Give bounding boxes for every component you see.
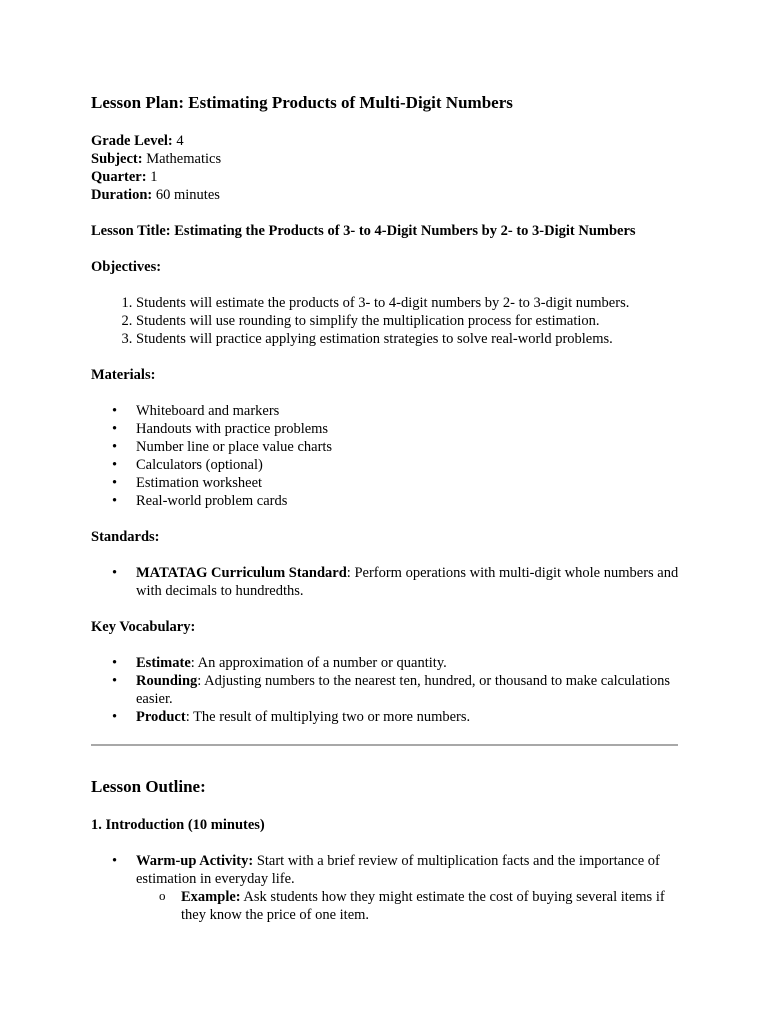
meta-grade-label: Grade Level: <box>91 133 173 149</box>
materials-heading: Materials: <box>91 367 156 383</box>
list-item: • Real-world problem cards <box>136 492 681 510</box>
lesson-title: Lesson Title: Estimating the Products of 3- to 4-Digit Numbers by 2- to 3-Digit Numbers <box>91 223 636 239</box>
introduction-sublist <box>136 888 681 924</box>
list-item: • Handouts with practice problems <box>136 420 681 438</box>
meta-grade-value: 4 <box>172 133 184 149</box>
vocabulary-list <box>91 654 681 726</box>
vocab-term: Estimate <box>136 655 191 671</box>
example-term: Example: <box>181 889 241 905</box>
vocab-definition: : An approximation of a number or quantity. <box>190 655 447 671</box>
introduction-list <box>91 852 681 924</box>
vocab-definition: : Adjusting numbers to the nearest ten, hundred, or thousand to make calculations easier. <box>136 673 671 707</box>
list-item: 3. Students will practice applying estimation strategies to solve real-world problems. <box>136 330 681 348</box>
meta-quarter-label: Quarter: <box>91 169 147 185</box>
warmup-term: Warm-up Activity: <box>136 853 254 869</box>
list-item: • Whiteboard and markers <box>136 402 681 420</box>
page-title: Lesson Plan: Estimating Products of Multi-Digit Numbers <box>91 93 513 112</box>
meta-quarter <box>91 168 681 186</box>
standards-list <box>91 564 681 600</box>
list-item <box>136 708 681 726</box>
standards-heading: Standards: <box>91 529 160 545</box>
list-item: 1. Students will estimate the products of 3- to 4-digit numbers by 2- to 3-digit numbers. <box>136 294 681 312</box>
materials-list <box>91 402 681 510</box>
vocab-term: Rounding <box>136 673 198 689</box>
objectives-heading: Objectives: <box>91 259 162 275</box>
list-item: • Estimation worksheet <box>136 474 681 492</box>
meta-duration <box>91 186 681 204</box>
meta-duration-label: Duration: <box>91 187 153 203</box>
example-text: Ask students how they might estimate the cost of buying several items if they know the price of one item. <box>181 889 665 923</box>
list-item: 2. Students will use rounding to simplify the multiplication process for estimation. <box>136 312 681 330</box>
list-item: • Number line or place value charts <box>136 438 681 456</box>
vocabulary-heading: Key Vocabulary: <box>91 619 196 635</box>
standard-term: MATATAG Curriculum Standard <box>136 565 347 581</box>
section-divider <box>91 744 678 746</box>
warmup-text: Start with a brief review of multiplication facts and the importance of estimation in everyday life. <box>136 853 660 887</box>
meta-subject-value: Mathematics <box>142 151 222 167</box>
list-item <box>136 654 681 672</box>
standard-text: : Perform operations with multi-digit whole numbers and with decimals to hundredths. <box>136 565 679 599</box>
document-content <box>91 92 681 942</box>
meta-duration-value: 60 minutes <box>152 187 220 203</box>
list-item <box>136 564 681 600</box>
list-item <box>136 672 681 708</box>
list-item <box>181 888 681 924</box>
meta-subject-label: Subject: <box>91 151 143 167</box>
vocab-term: Product <box>136 709 186 725</box>
meta-subject <box>91 150 681 168</box>
lesson-meta <box>91 132 681 204</box>
list-item <box>136 852 681 924</box>
outline-heading: Lesson Outline: <box>91 777 206 796</box>
meta-grade <box>91 132 681 150</box>
objectives-list <box>91 294 681 348</box>
vocab-definition: : The result of multiplying two or more numbers. <box>185 709 471 725</box>
list-item: • Calculators (optional) <box>136 456 681 474</box>
meta-quarter-value: 1 <box>146 169 158 185</box>
section-heading-introduction: 1. Introduction (10 minutes) <box>91 817 265 833</box>
